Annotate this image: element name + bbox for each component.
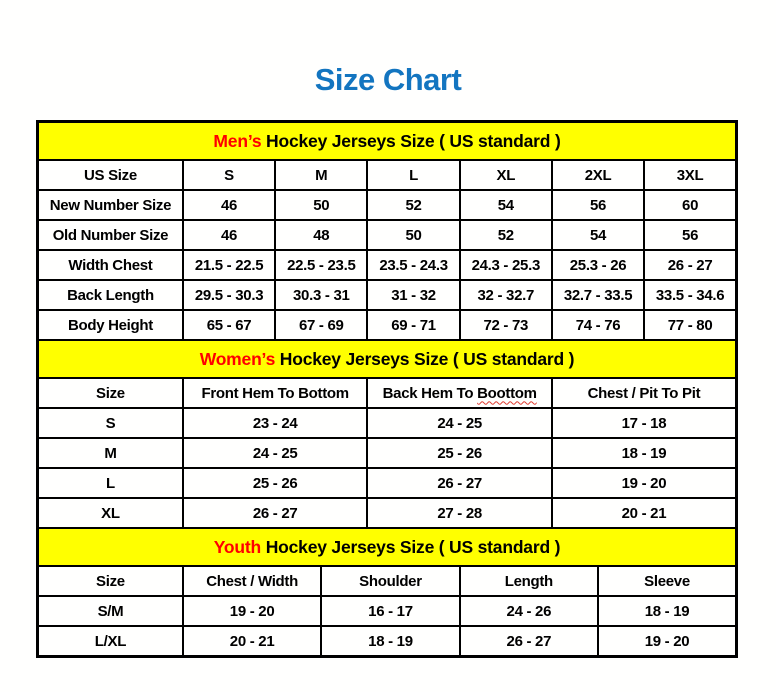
cell: 26 - 27 <box>460 626 598 657</box>
womens-col-header: Front Hem To Bottom <box>183 378 368 408</box>
mens-row-old-number-size <box>38 220 737 250</box>
cell: 22.5 - 23.5 <box>275 250 367 280</box>
mens-header-row <box>38 160 737 190</box>
cell: 60 <box>644 190 736 220</box>
mens-row-new-number-size <box>38 190 737 220</box>
cell: 17 - 18 <box>552 408 737 438</box>
cell: 23 - 24 <box>183 408 368 438</box>
cell: 77 - 80 <box>644 310 736 340</box>
cell: 65 - 67 <box>183 310 275 340</box>
cell: 32 - 32.7 <box>460 280 552 310</box>
youth-col-header: Size <box>38 566 183 596</box>
row-label: M <box>38 438 183 468</box>
cell: 18 - 19 <box>321 626 459 657</box>
mens-section-title-rest: Hockey Jerseys Size ( US standard ) <box>266 130 561 151</box>
mens-section-title <box>38 122 737 161</box>
row-label: L/XL <box>38 626 183 657</box>
cell: 54 <box>460 190 552 220</box>
youth-section-title-rest: Hockey Jerseys Size ( US standard ) <box>265 536 561 557</box>
cell: 20 - 21 <box>552 498 737 528</box>
cell: 54 <box>552 220 644 250</box>
cell: 72 - 73 <box>460 310 552 340</box>
page-title: Size Chart <box>314 62 462 97</box>
cell: 23.5 - 24.3 <box>367 250 459 280</box>
size-chart-table-wrap <box>36 120 738 658</box>
youth-row-lxl <box>38 626 737 657</box>
mens-row-back-length <box>38 280 737 310</box>
cell: 24 - 25 <box>367 408 552 438</box>
mens-row-body-height <box>38 310 737 340</box>
womens-row-s <box>38 408 737 438</box>
row-label: XL <box>38 498 183 528</box>
row-label: S <box>38 408 183 438</box>
youth-section-title <box>38 528 737 566</box>
cell: 50 <box>275 190 367 220</box>
cell: 26 - 27 <box>183 498 368 528</box>
youth-col-header: Shoulder <box>321 566 459 596</box>
cell: 18 - 19 <box>598 596 736 626</box>
cell: 25.3 - 26 <box>552 250 644 280</box>
youth-section-band <box>38 528 737 566</box>
row-label: S/M <box>38 596 183 626</box>
cell: 50 <box>367 220 459 250</box>
cell: 48 <box>275 220 367 250</box>
mens-col-header: 3XL <box>644 160 736 190</box>
youth-col-header: Length <box>460 566 598 596</box>
womens-section-title-accent: Women’s <box>199 348 276 369</box>
cell: 20 - 21 <box>183 626 321 657</box>
mens-col-header: L <box>367 160 459 190</box>
womens-row-m <box>38 438 737 468</box>
womens-section-band <box>38 340 737 378</box>
womens-col-header-back-prefix: Back Hem To <box>382 384 474 402</box>
womens-col-header: Size <box>38 378 183 408</box>
cell: 19 - 20 <box>552 468 737 498</box>
womens-col-header: Chest / Pit To Pit <box>552 378 737 408</box>
womens-row-xl <box>38 498 737 528</box>
mens-row-width-chest <box>38 250 737 280</box>
youth-header-row <box>38 566 737 596</box>
cell: 69 - 71 <box>367 310 459 340</box>
row-label: New Number Size <box>38 190 183 220</box>
womens-section-title <box>38 340 737 378</box>
cell: 52 <box>460 220 552 250</box>
row-label: Old Number Size <box>38 220 183 250</box>
womens-col-header-back-misspelled: Boottom <box>477 384 537 402</box>
cell: 25 - 26 <box>183 468 368 498</box>
cell: 26 - 27 <box>367 468 552 498</box>
cell: 25 - 26 <box>367 438 552 468</box>
cell: 31 - 32 <box>367 280 459 310</box>
cell: 30.3 - 31 <box>275 280 367 310</box>
youth-col-header: Sleeve <box>598 566 736 596</box>
cell: 33.5 - 34.6 <box>644 280 736 310</box>
cell: 16 - 17 <box>321 596 459 626</box>
cell: 19 - 20 <box>183 596 321 626</box>
cell: 24 - 26 <box>460 596 598 626</box>
youth-col-header: Chest / Width <box>183 566 321 596</box>
youth-section-title-accent: Youth <box>213 536 262 557</box>
cell: 24.3 - 25.3 <box>460 250 552 280</box>
cell: 74 - 76 <box>552 310 644 340</box>
row-label: L <box>38 468 183 498</box>
cell: 29.5 - 30.3 <box>183 280 275 310</box>
mens-section-title-accent: Men’s <box>213 130 262 151</box>
cell: 21.5 - 22.5 <box>183 250 275 280</box>
cell: 46 <box>183 190 275 220</box>
mens-col-header: 2XL <box>552 160 644 190</box>
cell: 56 <box>552 190 644 220</box>
cell: 46 <box>183 220 275 250</box>
mens-section-band <box>38 122 737 161</box>
mens-col-header: S <box>183 160 275 190</box>
mens-col-header: US Size <box>38 160 183 190</box>
cell: 18 - 19 <box>552 438 737 468</box>
row-label: Body Height <box>38 310 183 340</box>
cell: 19 - 20 <box>598 626 736 657</box>
cell: 56 <box>644 220 736 250</box>
womens-section-title-rest: Hockey Jerseys Size ( US standard ) <box>279 348 575 369</box>
size-chart-table <box>36 120 738 658</box>
cell: 52 <box>367 190 459 220</box>
cell: 67 - 69 <box>275 310 367 340</box>
youth-row-sm <box>38 596 737 626</box>
row-label: Back Length <box>38 280 183 310</box>
cell: 32.7 - 33.5 <box>552 280 644 310</box>
cell: 24 - 25 <box>183 438 368 468</box>
row-label: Width Chest <box>38 250 183 280</box>
mens-col-header: M <box>275 160 367 190</box>
mens-col-header: XL <box>460 160 552 190</box>
womens-row-l <box>38 468 737 498</box>
womens-col-header-misspelled <box>367 378 552 408</box>
cell: 26 - 27 <box>644 250 736 280</box>
cell: 27 - 28 <box>367 498 552 528</box>
womens-header-row <box>38 378 737 408</box>
